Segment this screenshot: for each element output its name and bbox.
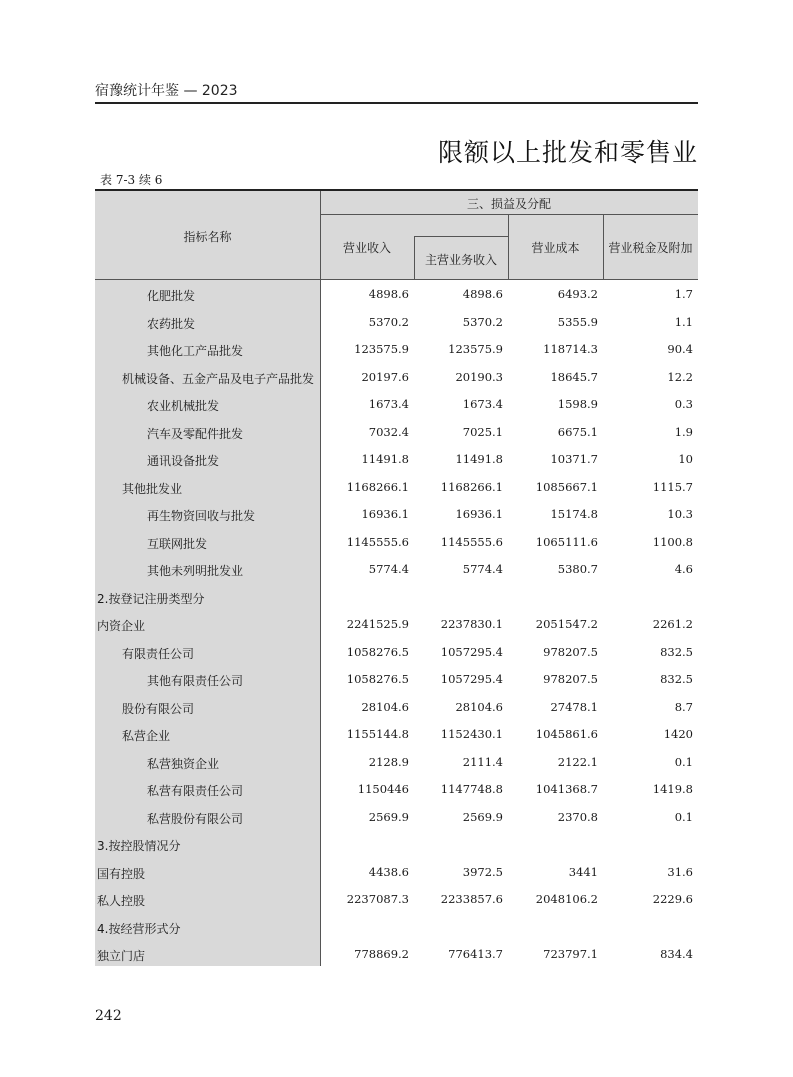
table-row [95,446,698,474]
indicator-header: 指标名称 [183,230,232,244]
row-value-cell: 6675.1 [557,424,598,439]
row-value-cell: 90.4 [667,342,693,356]
row-indicator-name: 汽车及零配件批发 [147,426,244,441]
row-value-cell: 2237830.1 [440,617,503,631]
tax-header: 营业税金及附加 [608,241,693,255]
row-value-cell: 6493.2 [557,287,598,301]
row-value-cell: 2111.4 [462,754,503,769]
row-indicator-name: 内资企业 [97,619,146,633]
row-value-cell: 2122.1 [557,754,598,769]
group-header-rule [320,214,698,215]
row-indicator-name: 私人控股 [97,894,146,908]
row-value-cell: 28104.6 [361,699,409,714]
row-value-cell: 1168266.1 [346,479,409,494]
row-indicator-name: 3.按控股情况分 [97,839,181,853]
row-indicator-name: 4.按经营形式分 [97,921,181,936]
row-value-cell: 1.1 [674,314,693,329]
main-revenue-header: 主营业务收入 [424,253,497,267]
row-value-cell: 2233857.6 [440,892,503,906]
row-value-cell: 1145555.6 [346,534,409,549]
row-value-cell: 1168266.1 [440,479,503,494]
section-title: 限额以上批发和零售业 [437,138,698,167]
row-value-cell: 2569.9 [462,809,503,824]
header-bottom-rule [95,279,698,280]
row-value-cell: 776413.7 [448,947,503,961]
row-value-cell: 123575.9 [354,342,409,356]
table-row [95,336,698,364]
row-value-cell: 5370.2 [368,314,409,329]
row-value-cell: 4.6 [674,562,693,576]
row-value-cell: 0.1 [674,754,693,769]
row-value-cell: 2569.9 [368,809,409,824]
row-value-cell: 11491.8 [361,452,409,466]
row-value-cell: 1100.8 [652,534,693,549]
table-row [95,776,698,804]
table-row [95,309,698,337]
row-indicator-name: 机械设备、五金产品及电子产品批发 [122,371,315,386]
row-value-cell: 5774.4 [462,562,503,576]
row-indicator-name: 再生物资回收与批发 [147,509,256,523]
row-indicator-name: 农业机械批发 [147,399,220,413]
row-value-cell: 1150446 [357,782,409,796]
row-value-cell: 7032.4 [368,424,409,439]
row-value-cell: 28104.6 [455,699,503,714]
row-value-cell: 2241525.9 [346,617,409,631]
row-value-cell: 10371.7 [550,452,598,466]
row-value-cell: 0.1 [674,809,693,824]
table-row [95,556,698,584]
row-value-cell: 3441 [568,864,598,879]
row-value-cell: 1065111.6 [535,534,598,549]
row-value-cell: 2261.2 [652,617,693,631]
row-indicator-name: 私营企业 [122,729,171,743]
table-row [95,639,698,667]
table-row [95,529,698,557]
row-value-cell: 1673.4 [462,397,503,411]
row-indicator-name: 私营有限责任公司 [147,784,244,798]
row-value-cell: 978207.5 [543,644,598,659]
table-row [95,914,698,942]
row-value-cell: 0.3 [674,397,693,411]
row-value-cell: 1.9 [674,424,693,439]
row-value-cell: 723797.1 [543,947,598,961]
row-value-cell: 832.5 [660,672,693,686]
row-value-cell: 1057295.4 [440,644,503,659]
row-value-cell: 16936.1 [455,507,503,521]
row-value-cell: 1041368.7 [535,782,598,796]
row-value-cell: 2237087.3 [346,892,409,906]
table-top-rule [95,189,698,191]
row-value-cell: 1045861.6 [535,727,598,741]
row-indicator-name: 其他化工产品批发 [147,344,244,358]
row-value-cell: 7025.1 [462,424,503,439]
row-value-cell: 11491.8 [455,452,503,466]
row-value-cell: 1.7 [674,287,693,301]
row-indicator-name: 私营独资企业 [147,756,220,771]
row-value-cell: 2051547.2 [535,617,598,631]
row-value-cell: 118714.3 [543,342,598,356]
row-value-cell: 27478.1 [550,699,598,714]
row-indicator-name: 独立门店 [97,949,146,963]
row-value-cell: 1419.8 [652,782,693,796]
row-value-cell: 18645.7 [550,369,598,384]
row-value-cell: 5774.4 [368,562,409,576]
table-row [95,501,698,529]
table-row [95,694,698,722]
row-value-cell: 5355.9 [557,314,598,329]
row-value-cell: 1115.7 [652,479,693,494]
row-indicator-name: 其他批发业 [122,481,183,496]
row-indicator-name: 化肥批发 [147,289,196,303]
table-row [95,721,698,749]
row-value-cell: 4438.6 [368,864,409,879]
row-value-cell: 5370.2 [462,314,503,329]
row-value-cell: 2128.9 [368,754,409,769]
row-value-cell: 1673.4 [368,397,409,411]
row-value-cell: 1420 [663,727,693,741]
row-value-cell: 1598.9 [557,397,598,411]
row-value-cell: 20197.6 [361,369,409,384]
row-indicator-name: 股份有限公司 [122,701,195,716]
table-row [95,281,698,309]
row-value-cell: 10.3 [667,507,693,521]
row-value-cell: 778869.2 [354,947,409,961]
row-value-cell: 12.2 [667,369,693,384]
row-value-cell: 834.4 [660,947,693,961]
row-indicator-name: 农药批发 [147,316,196,331]
row-value-cell: 123575.9 [448,342,503,356]
subheader-rule [414,236,508,237]
row-value-cell: 4898.6 [462,287,503,301]
row-value-cell: 15174.8 [550,507,598,521]
row-value-cell: 3972.5 [462,864,503,879]
revenue-header: 营业收入 [342,241,391,255]
table-row [95,804,698,832]
table-row [95,749,698,777]
row-value-cell: 1152430.1 [440,727,503,741]
row-value-cell: 832.5 [660,644,693,659]
row-value-cell: 978207.5 [543,672,598,686]
page-number: 242 [95,1008,122,1024]
group-header: 三、损益及分配 [466,197,551,211]
row-value-cell: 1147748.8 [440,782,503,796]
row-value-cell: 1058276.5 [346,672,409,686]
header-rule [95,102,698,104]
row-indicator-name: 其他有限责任公司 [147,674,244,688]
row-value-cell: 1145555.6 [440,534,503,549]
row-indicator-name: 有限责任公司 [122,646,195,661]
row-value-cell: 4898.6 [368,287,409,301]
row-indicator-name: 互联网批发 [147,536,208,551]
table-label: 表 7-3 续 6 [100,173,163,187]
row-value-cell: 2048106.2 [535,892,598,906]
table-row [95,666,698,694]
row-value-cell: 2229.6 [652,892,693,906]
row-value-cell: 1057295.4 [440,672,503,686]
row-value-cell: 16936.1 [361,507,409,521]
table-row [95,859,698,887]
row-value-cell: 10 [678,452,693,466]
row-indicator-name: 国有控股 [97,866,146,881]
table-row [95,391,698,419]
row-value-cell: 5380.7 [557,562,598,576]
row-value-cell: 20190.3 [455,369,503,384]
row-indicator-name: 其他未列明批发业 [147,564,244,578]
row-value-cell: 1155144.8 [346,727,409,741]
row-value-cell: 1085667.1 [535,479,598,494]
row-indicator-name: 通讯设备批发 [147,454,220,468]
cost-header: 营业成本 [531,241,580,255]
running-head: 宿豫统计年鉴 — 2023 [95,83,238,99]
table-row [95,419,698,447]
row-value-cell: 8.7 [674,699,693,714]
row-value-cell: 1058276.5 [346,644,409,659]
table-row [95,831,698,859]
row-indicator-name: 私营股份有限公司 [147,811,244,826]
table-row [95,611,698,639]
table-row [95,886,698,914]
table-row [95,584,698,612]
table-row [95,364,698,392]
row-value-cell: 2370.8 [557,809,598,824]
row-value-cell: 31.6 [667,864,693,879]
row-indicator-name: 2.按登记注册类型分 [97,591,205,606]
table-row [95,474,698,502]
table-row [95,941,698,969]
